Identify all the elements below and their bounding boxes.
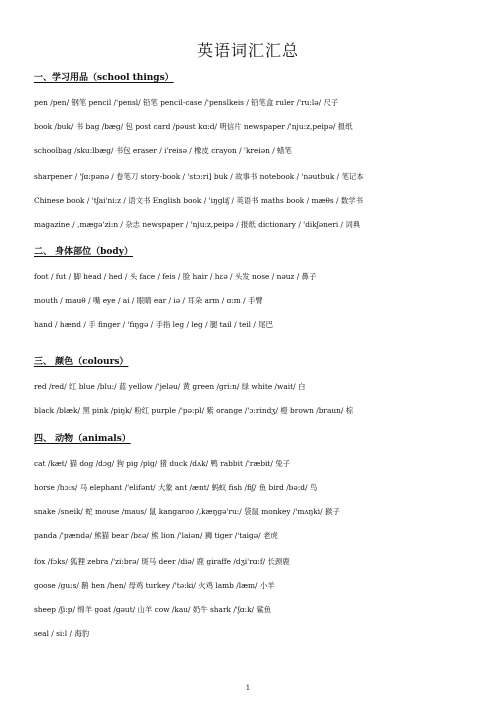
vocab-line: pen /pen/ 钢笔 pencil /'pensl/ 铅笔 pencil-case /'penslkeis / 铅笔盒 ruler /'ru:lə/ 尺子 <box>34 98 339 107</box>
vocab-line: panda /'pændə/ 熊猫 bear /bɛə/ 熊 lion /'laiən/ 狮 tiger /'taigə/ 老虎 <box>34 531 278 540</box>
vocab-line: sheep /ʃi:p/ 绵羊 goat /gəut/ 山羊 cow /kau/ 奶牛 shark /'ʃɑ:k/ 鲨鱼 <box>34 605 272 614</box>
vocab-line: seal / si:l / 海豹 <box>34 629 90 638</box>
vocab-line: schoolbag /sku:lbæg/ 书包 eraser / i'reisə / 橡皮 crayon / 'kreiən / 蜡笔 <box>34 146 292 155</box>
vocab-line: book /buk/ 书 bag /bæg/ 包 post card /pəust kɑ:d/ 明信片 newspaper /'nju:z,peipə/ 报纸 <box>34 122 353 131</box>
vocab-line: Chinese book / 'tʃai'ni:z / 语文书 English book / 'iŋgliʃ / 英语书 maths book / mæθs / 数学书 <box>34 196 364 205</box>
section-heading-colours: 三、 颜色（colours） <box>34 357 129 367</box>
vocab-line: sharpener / 'ʃɑ:pənə / 卷笔刀 story-book / 'stɔ:ri] buk / 故事书 notebook / 'nəutbuk / 笔记本 <box>34 172 364 181</box>
vocab-line: cat /kæt/ 猫 dog /dɔg/ 狗 pig /pig/ 猪 duck /dʌk/ 鸭 rabbit /'ræbit/ 兔子 <box>34 459 291 468</box>
document-title: 英语词汇汇总 <box>196 41 299 60</box>
section-heading-school-things: 一、学习用品（school things） <box>34 73 174 83</box>
vocab-line: hand / hænd / 手 finger / 'fiŋgə / 手指 leg / leg / 腿 tail / teil / 尾巴 <box>34 320 274 329</box>
vocab-line: snake /sneik/ 蛇 mouse /maus/ 鼠 kangaroo /,kæŋgə'ru:/ 袋鼠 monkey /'mʌŋki/ 猴子 <box>34 507 340 516</box>
vocab-line: black /blæk/ 黑 pink /piŋk/ 粉红 purple /'pə:pl/ 紫 orange /'ɔ:rindʒ/ 橙 brown /braun/ 棕 <box>34 406 354 415</box>
vocab-line: fox /fɔks/ 狐狸 zebra /'zi:brə/ 斑马 deer /diə/ 鹿 giraffe /dʒi'rɑ:f/ 长颈鹿 <box>34 557 290 566</box>
section-heading-body: 二、 身体部位（body） <box>34 247 133 257</box>
vocab-line: horse /hɔ:s/ 马 elephant /'elifənt/ 大象 ant /ænt/ 蚂蚁 fish /fiʃ/ 鱼 bird /bə:d/ 鸟 <box>34 483 318 492</box>
vocab-line: red /red/ 红 blue /blu:/ 蓝 yellow /'jeləu/ 黄 green /gri:n/ 绿 white /wait/ 白 <box>34 382 306 391</box>
vocab-line: mouth / mauθ / 嘴 eye / ai / 眼睛 ear / iə / 耳朵 arm / ɑ:m / 手臂 <box>34 296 263 305</box>
section-heading-animals: 四、 动物（animals） <box>34 434 131 444</box>
page-number: 1 <box>245 684 251 692</box>
vocab-line: magazine / ,mægə'zi:n / 杂志 newspaper / 'nju:z,peipə / 报纸 dictionary / 'dikʃəneri / 词典 <box>34 220 361 229</box>
vocab-line: foot / fut / 脚 head / hed / 头 face / feis / 脸 hair / hɛə / 头发 nose / nəuz / 鼻子 <box>34 272 317 281</box>
vocab-line: goose /gu:s/ 鹅 hen /hen/ 母鸡 turkey /'tə:ki/ 火鸡 lamb /læm/ 小羊 <box>34 581 275 590</box>
